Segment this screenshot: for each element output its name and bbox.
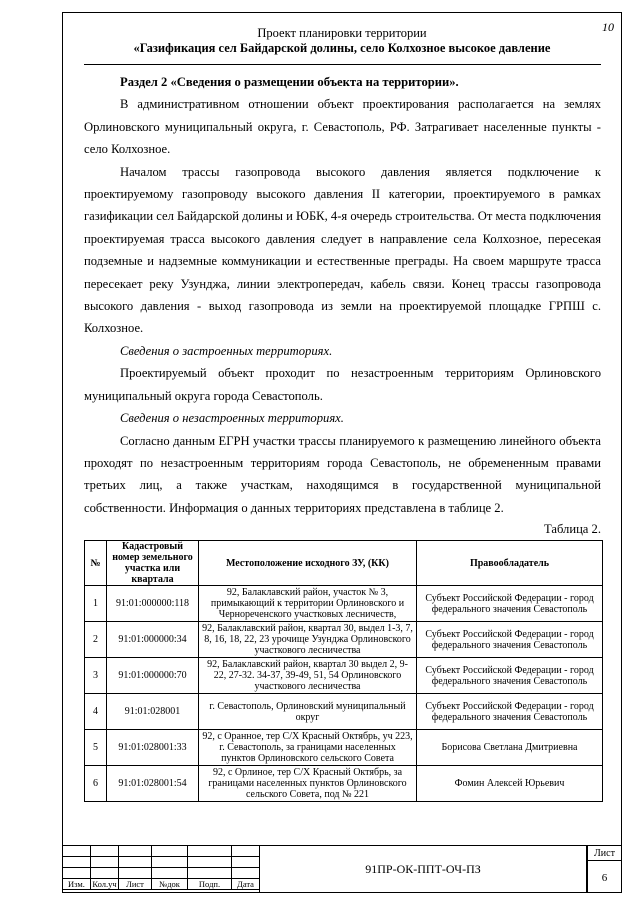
table-cell: 91:01:000000:118 bbox=[107, 586, 199, 622]
table-cell: 92, Балаклавский район, квартал 30, выдел 1-3, 7, 8, 16, 18, 22, 23 урочище Узунджа Орлиновского участкового лесничества bbox=[199, 622, 417, 658]
stamp-label: №док bbox=[152, 879, 188, 890]
land-plots-table bbox=[84, 540, 603, 802]
table-cell: 92, с Оранное, тер С/Х Красный Октябрь, уч 223, г. Севастополь, за границами населенных пунктов Орлиновского сельского Совета bbox=[199, 730, 417, 766]
table-cell: 1 bbox=[85, 586, 107, 622]
table-cell: 5 bbox=[85, 730, 107, 766]
table-cell: 91:01:028001:33 bbox=[107, 730, 199, 766]
table-cell: 91:01:000000:70 bbox=[107, 658, 199, 694]
column-header: Правообладатель bbox=[417, 541, 603, 586]
table-cell: 4 bbox=[85, 694, 107, 730]
column-header: Местоположение исходного ЗУ, (КК) bbox=[199, 541, 417, 586]
document-code: 91ПР-ОК-ППТ-ОЧ-ПЗ bbox=[259, 845, 587, 893]
table-caption: Таблица 2. bbox=[543, 522, 601, 537]
table-row bbox=[85, 658, 603, 694]
paragraph: В административном отношении объект проектирования располагается на землях Орлиновского муниципальный округа, г. Севастополь, РФ. Затрагивает населенные пункты - село Колхозное. bbox=[84, 97, 601, 157]
table-cell: 91:01:028001 bbox=[107, 694, 199, 730]
table-row bbox=[85, 694, 603, 730]
subheading-unbuilt: Сведения о незастроенных территориях. bbox=[120, 411, 344, 426]
table-cell: Борисова Светлана Дмитриевна bbox=[417, 730, 603, 766]
table-cell: 91:01:028001:54 bbox=[107, 766, 199, 802]
table-row bbox=[85, 586, 603, 622]
table-cell: 92, Балаклавский район, участок № 3, примыкающий к территории Орлиновского и Чернореченского участковых лесничеств, bbox=[199, 586, 417, 622]
table-cell: 91:01:000000:34 bbox=[107, 622, 199, 658]
table-row bbox=[85, 766, 603, 802]
document-body bbox=[84, 71, 601, 539]
table-cell: 6 bbox=[85, 766, 107, 802]
stamp-label: Подп. bbox=[188, 879, 232, 890]
stamp-label: Кол.уч bbox=[92, 878, 117, 889]
table-cell: Субъект Российской Федерации - город федерального значения Севастополь bbox=[417, 658, 603, 694]
table-cell: г. Севастополь, Орлиновский муниципальный округ bbox=[199, 694, 417, 730]
column-header: Кадастровый номер земельного участка или квартала bbox=[107, 541, 199, 586]
table-cell: Фомин Алексей Юрьевич bbox=[417, 766, 603, 802]
table-cell: 2 bbox=[85, 622, 107, 658]
header-line-1: Проект планировки территории bbox=[257, 26, 427, 40]
section-title: Раздел 2 «Сведения о размещении объекта на территории». bbox=[120, 75, 459, 89]
page-number: 10 bbox=[602, 20, 614, 34]
paragraph: Согласно данным ЕГРН участки трассы планируемого к размещению линейного объекта проходят по незастроенным территориям города Севастополь, не обремененным правами третьих лиц, а также участкам, находящимся в государственной муниципальной собственности. Информация о данных территориях представлена в таблице 2. bbox=[84, 433, 601, 515]
title-block bbox=[62, 845, 622, 893]
sheet-number: 6 bbox=[601, 872, 608, 884]
sheet-divider bbox=[588, 860, 621, 861]
table-row bbox=[85, 730, 603, 766]
revision-grid bbox=[62, 845, 260, 890]
sheet-label: Лист bbox=[594, 848, 615, 859]
table-cell: Субъект Российской Федерации - город федерального значения Севастополь bbox=[417, 586, 603, 622]
paragraph: Началом трассы газопровода высокого давления является подключение к проектируемому газопроводу высокого давления II категории, проектируемого в рамках газификации сел Байдарской долины и ЮБК, 4-я очередь строительства. От места подключения проектируемая трасса высокого давления следует в направление села Колхозное, пересекая подземные и надземные коммуникации и естественные преграды. На своем маршруте трасса пересекает реку Узунджа, линии электропередач, кабель связи. Конец трассы газопровода высокого давления - выход газопровода из земли на проектируемой площадке ГРПШ с. Колхозное. bbox=[84, 164, 601, 336]
header-divider bbox=[84, 64, 601, 65]
stamp-label: Дата bbox=[232, 879, 260, 890]
table-cell: Субъект Российской Федерации - город федерального значения Севастополь bbox=[417, 694, 603, 730]
table-header-row bbox=[85, 541, 603, 586]
table-cell: 92, с Орлиное, тер С/Х Красный Октябрь, за границами населенных пунктов Орлиновского сельского Совета, под № 221 bbox=[199, 766, 417, 802]
subheading-built-up: Сведения о застроенных территориях. bbox=[120, 343, 333, 358]
paragraph: Проектируемый объект проходит по незастроенным территориям Орлиновского муниципальный округа города Севастополь. bbox=[84, 366, 601, 403]
stamp-label: Лист bbox=[119, 879, 152, 890]
column-header: № bbox=[85, 541, 107, 586]
table-row bbox=[85, 622, 603, 658]
table-cell: 3 bbox=[85, 658, 107, 694]
revision-labels-row bbox=[63, 879, 260, 890]
header-line-2: «Газификация сел Байдарской долины, село Колхозное высокое давление bbox=[133, 41, 551, 55]
table-cell: Субъект Российской Федерации - город федерального значения Севастополь bbox=[417, 622, 603, 658]
table-cell: 92, Балаклавский район, квартал 30 выдел 2, 9-22, 27-32. 34-37, 39-49, 51, 54 Орлиновского участкового лесничества bbox=[199, 658, 417, 694]
stamp-label: Изм. bbox=[63, 879, 91, 890]
sheet-box bbox=[587, 845, 622, 893]
